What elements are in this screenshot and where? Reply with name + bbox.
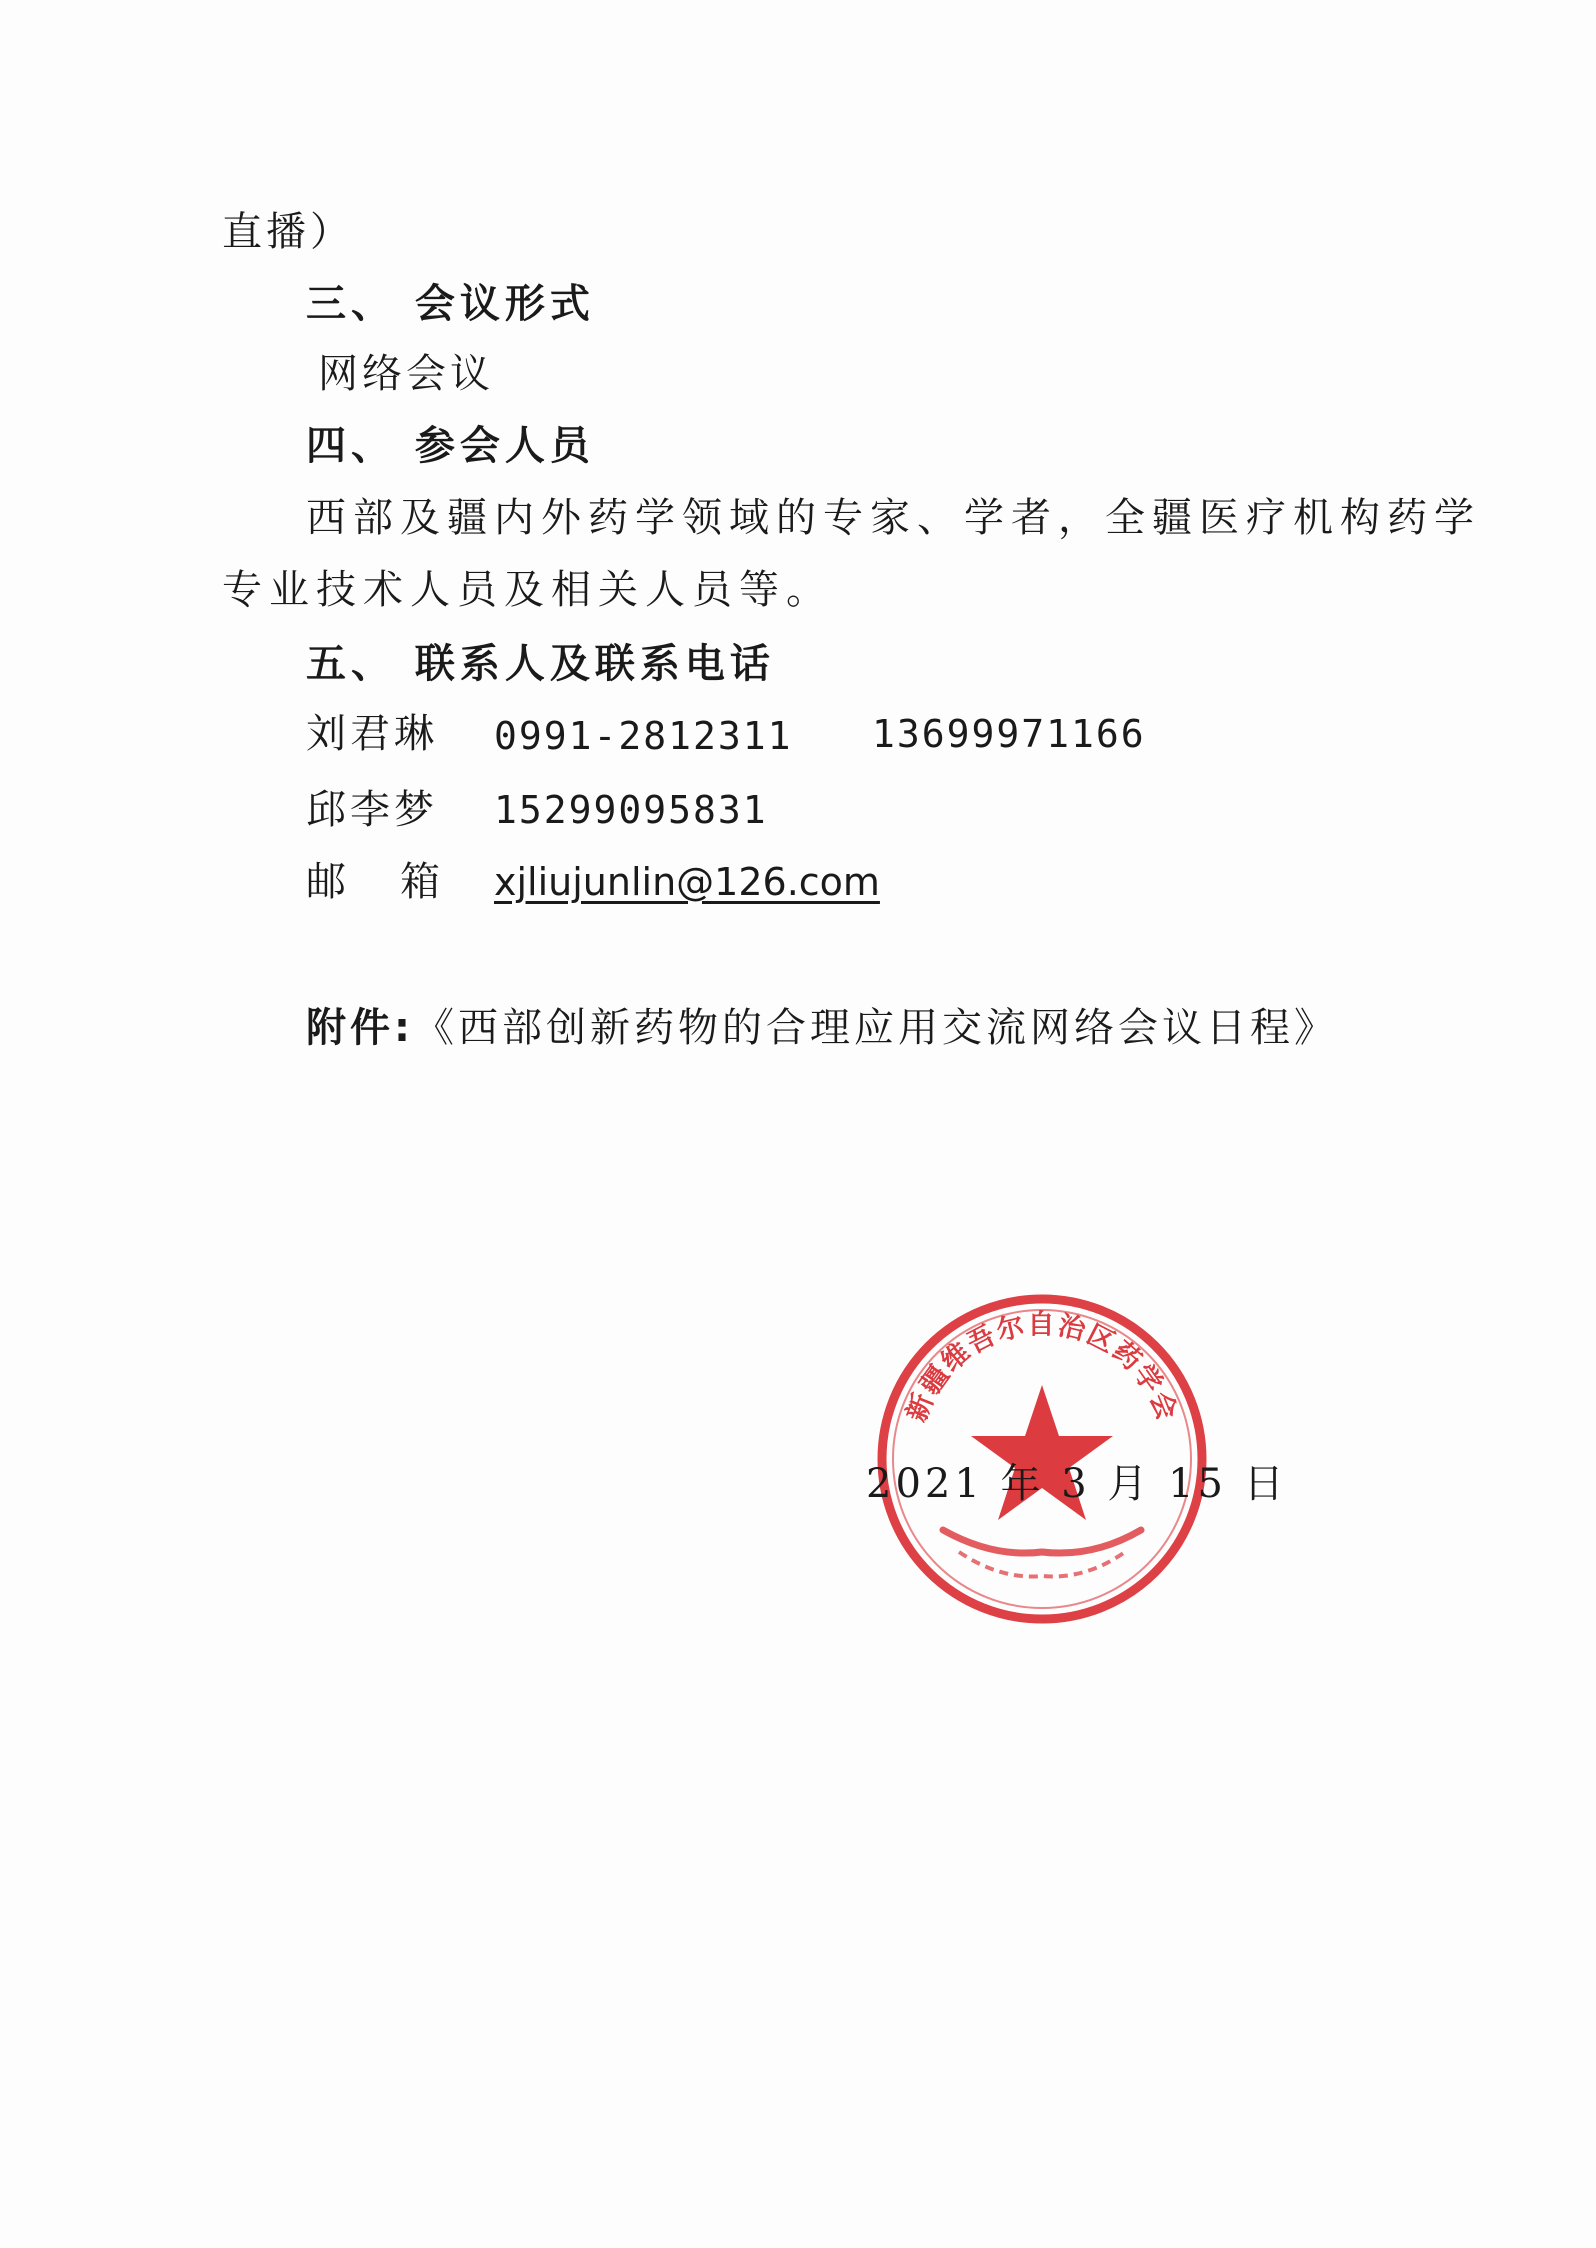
section-three-heading: 三、 会议形式 — [306, 281, 595, 327]
section-four-body-line1: 西部及疆内外药学领域的专家、学者，全疆医疗机构药学 — [306, 495, 1481, 541]
email-link[interactable]: xjliujunlin@126.com — [494, 860, 880, 904]
attachment-label: 附件: — [306, 1005, 414, 1051]
contact-phone-1a: 0991-2812311 — [494, 714, 793, 758]
document-date: 2021 年 3 月 15 日 — [866, 1461, 1288, 1507]
continued-fragment: 直播） — [222, 209, 354, 255]
contact-phone-2a: 15299095831 — [494, 788, 768, 832]
section-four-body-line2: 专业技术人员及相关人员等。 — [222, 567, 833, 613]
section-five-heading: 五、 联系人及联系电话 — [306, 641, 775, 687]
seal-org-text: 新疆维吾尔自治区药学会 — [901, 1309, 1183, 1427]
section-four-heading: 四、 参会人员 — [306, 423, 595, 469]
attachment-line — [306, 1000, 1338, 1056]
contact-name-2: 邱李梦 — [306, 787, 438, 833]
contact-name-1: 刘君琳 — [306, 711, 438, 757]
section-three-body: 网络会议 — [318, 351, 494, 397]
contact-phone-1b: 13699971166 — [872, 712, 1146, 756]
email-label: 邮 箱 — [306, 859, 445, 905]
attachment-title: 《西部创新药物的合理应用交流网络会议日程》 — [414, 1005, 1338, 1051]
